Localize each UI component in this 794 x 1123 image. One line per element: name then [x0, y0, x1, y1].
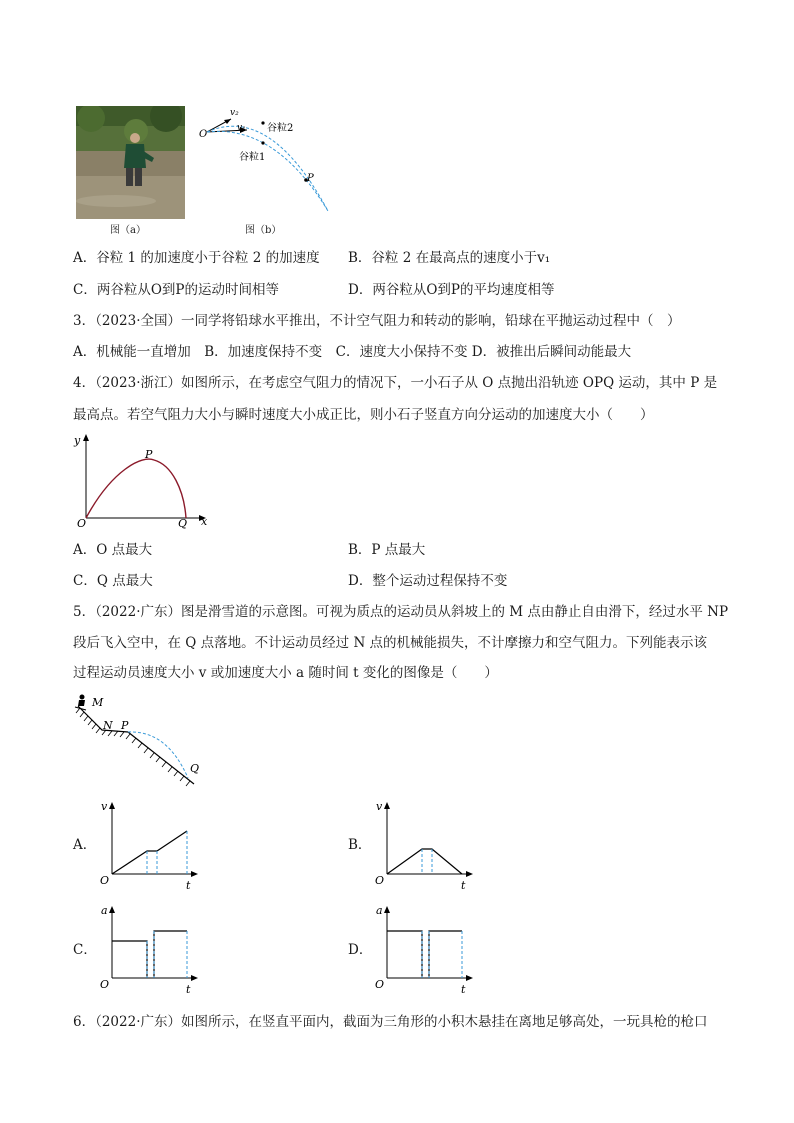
p-label: P — [145, 448, 153, 461]
q5-option-d-label: D． — [348, 942, 373, 958]
m-label: M — [92, 696, 104, 709]
q2-option-a: A．谷粒 1 的加速度小于谷粒 2 的加速度 — [73, 250, 320, 266]
figure-b-caption: 图（b） — [245, 225, 282, 236]
q5-stem-line2: 段后飞入空中，在 Q 点落地。不计运动员经过 N 点的机械能损失，不计摩擦力和空气阻力。下列能表示该 — [73, 635, 708, 651]
q3-options: A．机械能一直增加 B．加速度保持不变 C．速度大小保持不变 D．被推出后瞬间动能最大 — [73, 344, 632, 360]
q4-option-d: D．整个运动过程保持不变 — [348, 573, 508, 589]
q5-stem-line1: 5．（2022·广东）图是滑雪道的示意图。可视为质点的运动员从斜坡上的 M 点由静止自由滑下，经过水平 NP — [73, 604, 729, 620]
farmer-photo — [76, 106, 185, 219]
svg-text:O: O — [375, 978, 385, 991]
q2-option-c: C．两谷粒从O到P的运动时间相等 — [73, 282, 279, 298]
q4-option-a: A．O 点最大 — [73, 542, 153, 558]
figure-a-caption: 图（a） — [110, 225, 146, 236]
svg-text:a: a — [101, 904, 108, 917]
origin-label: O — [199, 129, 208, 140]
svg-text:O: O — [100, 874, 110, 887]
q5-option-d-graph — [367, 900, 477, 995]
q-label: Q — [190, 762, 200, 775]
q4-stem-line1: 4．（2023·浙江）如图所示，在考虑空气阻力的情况下，一小石子从 O 点抛出沿轨迹 OPQ 运动，其中 P 是 — [73, 375, 718, 391]
svg-text:t: t — [461, 983, 466, 995]
q3-stem: 3．（2023·全国）一同学将铅球水平推出，不计空气阻力和转动的影响，铅球在平抛运动过程中（ ） — [73, 313, 681, 329]
ski-slope-diagram — [72, 692, 212, 792]
p-label: P — [121, 719, 129, 732]
figure-b-trajectory-diagram — [195, 104, 335, 216]
q5-option-a-graph — [92, 796, 202, 891]
q5-option-c-label: C． — [73, 942, 97, 958]
svg-text:v: v — [101, 800, 108, 813]
n-label: N — [103, 719, 113, 732]
q5-option-c-graph — [92, 900, 202, 995]
q4-option-b: B．P 点最大 — [348, 542, 426, 558]
q2-option-d: D．两谷粒从O到P的平均速度相等 — [348, 282, 555, 298]
x-axis-label: x — [201, 515, 208, 528]
q4-option-c: C．Q 点最大 — [73, 573, 153, 589]
q5-option-b-label: B． — [348, 837, 372, 853]
svg-text:t: t — [186, 879, 191, 891]
origin-label: O — [77, 517, 87, 530]
grain2-label: 谷粒2 — [267, 123, 294, 134]
svg-text:a: a — [376, 904, 383, 917]
y-axis-label: y — [74, 434, 81, 447]
point-p-label: P — [307, 173, 314, 184]
q5-stem-line3: 过程运动员速度大小 v 或加速度大小 a 随时间 t 变化的图像是（ ） — [73, 665, 498, 681]
svg-text:O: O — [375, 874, 385, 887]
q4-stem-line2: 最高点。若空气阻力大小与瞬时速度大小成正比，则小石子竖直方向分运动的加速度大小（ ） — [73, 407, 654, 423]
q6-stem-line1: 6．（2022·广东）如图所示，在竖直平面内，截面为三角形的小积木悬挂在离地足够高处，一玩具枪的枪口 — [73, 1014, 708, 1030]
q4-trajectory-graph — [72, 430, 212, 530]
svg-text:O: O — [100, 978, 110, 991]
svg-text:t: t — [186, 983, 191, 995]
svg-text:v: v — [376, 800, 383, 813]
q2-option-b: B．谷粒 2 在最高点的速度小于v₁ — [348, 250, 551, 266]
grain1-label: 谷粒1 — [239, 152, 266, 163]
q5-option-b-graph — [367, 796, 477, 891]
v2-label: v₂ — [230, 108, 239, 118]
q-label: Q — [178, 517, 188, 530]
q5-option-a-label: A． — [73, 837, 97, 853]
v1-label: v₁ — [237, 123, 246, 133]
svg-text:t: t — [461, 879, 466, 891]
